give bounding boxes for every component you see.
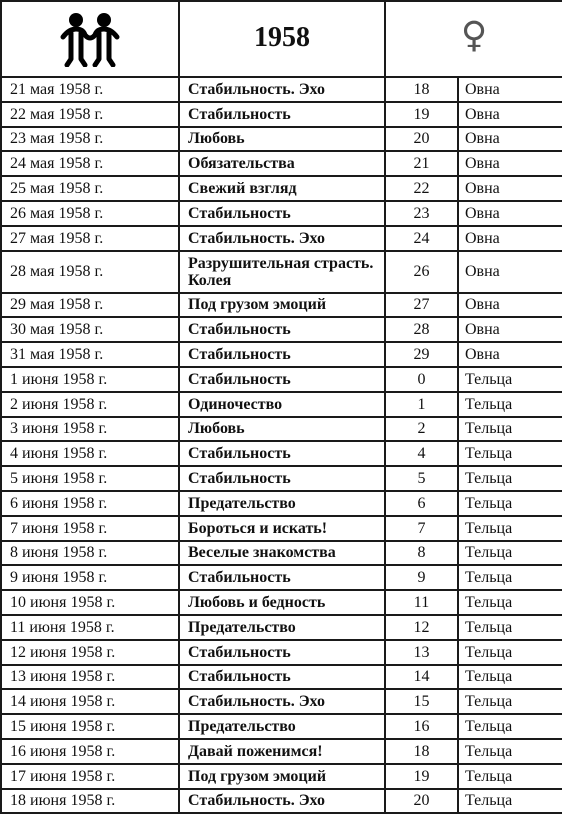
table-row xyxy=(1,764,562,789)
sign-cell: Тельца xyxy=(458,714,562,739)
event-cell: Стабильность xyxy=(179,665,385,690)
degree-cell: 12 xyxy=(385,615,458,640)
event-cell: Стабильность. Эхо xyxy=(179,789,385,814)
sign-cell: Тельца xyxy=(458,665,562,690)
date-cell: 27 мая 1958 г. xyxy=(1,226,179,251)
sign-cell: Тельца xyxy=(458,367,562,392)
event-cell: Стабильность xyxy=(179,317,385,342)
date-cell: 5 июня 1958 г. xyxy=(1,466,179,491)
table-row xyxy=(1,251,562,293)
degree-cell: 20 xyxy=(385,789,458,814)
table-row xyxy=(1,102,562,127)
table-row xyxy=(1,739,562,764)
event-cell: Стабильность xyxy=(179,367,385,392)
event-cell: Обязательства xyxy=(179,151,385,176)
gemini-header-cell xyxy=(1,1,179,77)
event-cell: Под грузом эмоций xyxy=(179,764,385,789)
date-cell: 22 мая 1958 г. xyxy=(1,102,179,127)
table-row xyxy=(1,176,562,201)
event-cell: Предательство xyxy=(179,491,385,516)
sign-cell: Овна xyxy=(458,127,562,152)
sign-cell: Овна xyxy=(458,226,562,251)
sign-cell: Тельца xyxy=(458,789,562,814)
table-row xyxy=(1,317,562,342)
table-row xyxy=(1,541,562,566)
event-cell: Любовь и бедность xyxy=(179,590,385,615)
date-cell: 15 июня 1958 г. xyxy=(1,714,179,739)
sign-cell: Овна xyxy=(458,342,562,367)
date-cell: 25 мая 1958 г. xyxy=(1,176,179,201)
degree-cell: 14 xyxy=(385,665,458,690)
sign-cell: Тельца xyxy=(458,739,562,764)
table-row xyxy=(1,201,562,226)
table-row xyxy=(1,293,562,318)
date-cell: 24 мая 1958 г. xyxy=(1,151,179,176)
degree-cell: 24 xyxy=(385,226,458,251)
event-cell: Стабильность. Эхо xyxy=(179,226,385,251)
degree-cell: 4 xyxy=(385,441,458,466)
date-cell: 26 мая 1958 г. xyxy=(1,201,179,226)
sign-cell: Овна xyxy=(458,77,562,102)
date-cell: 6 июня 1958 г. xyxy=(1,491,179,516)
table-row xyxy=(1,689,562,714)
event-cell: Любовь xyxy=(179,417,385,442)
date-cell: 8 июня 1958 г. xyxy=(1,541,179,566)
event-cell: Любовь xyxy=(179,127,385,152)
date-cell: 1 июня 1958 г. xyxy=(1,367,179,392)
sign-cell: Овна xyxy=(458,151,562,176)
sign-cell: Овна xyxy=(458,201,562,226)
table-row xyxy=(1,714,562,739)
degree-cell: 15 xyxy=(385,689,458,714)
sign-cell: Тельца xyxy=(458,541,562,566)
event-cell: Стабильность. Эхо xyxy=(179,77,385,102)
table-row xyxy=(1,77,562,102)
date-cell: 9 июня 1958 г. xyxy=(1,565,179,590)
table-row xyxy=(1,491,562,516)
degree-cell: 26 xyxy=(385,251,458,293)
sign-cell: Тельца xyxy=(458,640,562,665)
venus-header-cell xyxy=(385,1,562,77)
event-cell: Стабильность xyxy=(179,565,385,590)
sign-cell: Тельца xyxy=(458,689,562,714)
degree-cell: 5 xyxy=(385,466,458,491)
sign-cell: Овна xyxy=(458,317,562,342)
table-row xyxy=(1,466,562,491)
table-row xyxy=(1,640,562,665)
date-cell: 30 мая 1958 г. xyxy=(1,317,179,342)
event-cell: Бороться и искать! xyxy=(179,516,385,541)
table-header-row xyxy=(1,1,562,77)
date-cell: 12 июня 1958 г. xyxy=(1,640,179,665)
sign-cell: Тельца xyxy=(458,441,562,466)
degree-cell: 19 xyxy=(385,102,458,127)
event-cell: Одиночество xyxy=(179,392,385,417)
degree-cell: 27 xyxy=(385,293,458,318)
event-cell: Под грузом эмоций xyxy=(179,293,385,318)
gemini-twins-icon xyxy=(59,11,121,67)
degree-cell: 23 xyxy=(385,201,458,226)
degree-cell: 11 xyxy=(385,590,458,615)
event-cell: Разрушительная страсть. Колея xyxy=(179,251,385,293)
date-cell: 4 июня 1958 г. xyxy=(1,441,179,466)
year-label: 1958 xyxy=(254,21,310,53)
degree-cell: 28 xyxy=(385,317,458,342)
table-row xyxy=(1,665,562,690)
table-row xyxy=(1,127,562,152)
sign-cell: Тельца xyxy=(458,466,562,491)
degree-cell: 6 xyxy=(385,491,458,516)
degree-cell: 21 xyxy=(385,151,458,176)
date-cell: 10 июня 1958 г. xyxy=(1,590,179,615)
degree-cell: 20 xyxy=(385,127,458,152)
table-row xyxy=(1,441,562,466)
sign-cell: Тельца xyxy=(458,590,562,615)
degree-cell: 18 xyxy=(385,77,458,102)
degree-cell: 18 xyxy=(385,739,458,764)
degree-cell: 1 xyxy=(385,392,458,417)
table-row xyxy=(1,516,562,541)
venus-symbol-icon: ♀ xyxy=(460,15,488,56)
sign-cell: Тельца xyxy=(458,491,562,516)
date-cell: 31 мая 1958 г. xyxy=(1,342,179,367)
year-header-cell xyxy=(179,1,385,77)
date-cell: 14 июня 1958 г. xyxy=(1,689,179,714)
table-row xyxy=(1,615,562,640)
degree-cell: 8 xyxy=(385,541,458,566)
event-cell: Предательство xyxy=(179,714,385,739)
degree-cell: 16 xyxy=(385,714,458,739)
sign-cell: Тельца xyxy=(458,764,562,789)
sign-cell: Тельца xyxy=(458,565,562,590)
date-cell: 23 мая 1958 г. xyxy=(1,127,179,152)
event-cell: Стабильность xyxy=(179,201,385,226)
table-row xyxy=(1,565,562,590)
table-row xyxy=(1,151,562,176)
date-cell: 17 июня 1958 г. xyxy=(1,764,179,789)
sign-cell: Овна xyxy=(458,176,562,201)
event-cell: Давай поженимся! xyxy=(179,739,385,764)
date-cell: 18 июня 1958 г. xyxy=(1,789,179,814)
date-cell: 11 июня 1958 г. xyxy=(1,615,179,640)
date-cell: 16 июня 1958 г. xyxy=(1,739,179,764)
table-row xyxy=(1,367,562,392)
date-cell: 21 мая 1958 г. xyxy=(1,77,179,102)
table-row xyxy=(1,226,562,251)
table-row xyxy=(1,392,562,417)
degree-cell: 7 xyxy=(385,516,458,541)
date-cell: 13 июня 1958 г. xyxy=(1,665,179,690)
degree-cell: 2 xyxy=(385,417,458,442)
event-cell: Стабильность xyxy=(179,441,385,466)
event-cell: Веселые знакомства xyxy=(179,541,385,566)
date-cell: 28 мая 1958 г. xyxy=(1,251,179,293)
sign-cell: Тельца xyxy=(458,392,562,417)
table-row xyxy=(1,590,562,615)
degree-cell: 9 xyxy=(385,565,458,590)
date-cell: 3 июня 1958 г. xyxy=(1,417,179,442)
sign-cell: Тельца xyxy=(458,615,562,640)
sign-cell: Тельца xyxy=(458,516,562,541)
table-row xyxy=(1,789,562,814)
sign-cell: Овна xyxy=(458,293,562,318)
event-cell: Свежий взгляд xyxy=(179,176,385,201)
event-cell: Стабильность xyxy=(179,466,385,491)
table-body xyxy=(1,77,562,813)
table-row xyxy=(1,417,562,442)
degree-cell: 13 xyxy=(385,640,458,665)
date-cell: 7 июня 1958 г. xyxy=(1,516,179,541)
degree-cell: 19 xyxy=(385,764,458,789)
sign-cell: Овна xyxy=(458,251,562,293)
event-cell: Стабильность xyxy=(179,640,385,665)
sign-cell: Овна xyxy=(458,102,562,127)
date-cell: 29 мая 1958 г. xyxy=(1,293,179,318)
table-row xyxy=(1,342,562,367)
degree-cell: 22 xyxy=(385,176,458,201)
sign-cell: Тельца xyxy=(458,417,562,442)
date-cell: 2 июня 1958 г. xyxy=(1,392,179,417)
degree-cell: 0 xyxy=(385,367,458,392)
event-cell: Стабильность. Эхо xyxy=(179,689,385,714)
event-cell: Предательство xyxy=(179,615,385,640)
event-cell: Стабильность xyxy=(179,102,385,127)
event-cell: Стабильность xyxy=(179,342,385,367)
degree-cell: 29 xyxy=(385,342,458,367)
